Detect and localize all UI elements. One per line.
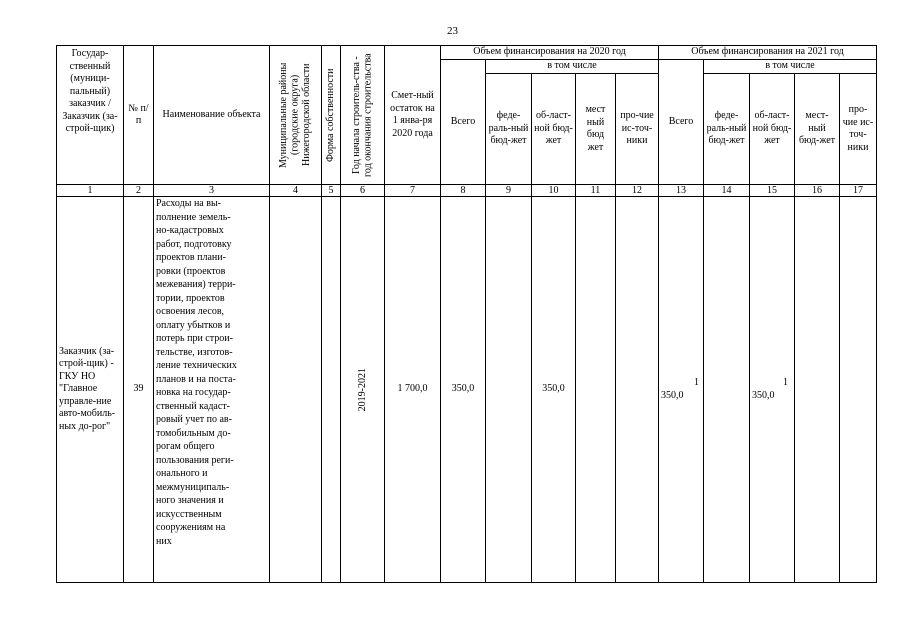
description-line: искусственным [156,508,222,520]
header-local-2021: мест-ный бюд-жет [795,74,840,185]
column-number: 14 [704,185,750,197]
header-customer: Государ-ственный (муници-пальный) заказчик /Заказчик (за-строй-щик) [57,46,124,185]
description-line: оплату убытков и [156,319,231,331]
column-number: 6 [341,185,385,197]
header-estimate: Смет-ный остаток на 1 янва-ря 2020 года [385,46,441,185]
column-number: 3 [154,185,270,197]
header-federal-2021: феде-раль-ный бюд-жет [704,74,750,185]
description-line: тельстве, изготов- [156,346,233,358]
row-federal-2021 [704,197,750,583]
header-index: № п/п [124,46,154,185]
column-number: 2 [124,185,154,197]
header-federal-2020: феде-раль-ный бюд-жет [486,74,532,185]
description-line: томобильным до- [156,427,231,439]
row-total-2020: 350,0 [441,197,486,583]
column-number: 5 [322,185,341,197]
description-line: планов и на поста- [156,373,236,385]
description-line: потерь при строи- [156,333,233,344]
description-line: межевания) терри- [156,279,236,290]
column-number: 17 [840,185,877,197]
description-line: рогам общего [156,441,215,452]
header-total-2021: Всего [659,60,704,185]
row-other-2021 [840,197,877,583]
row-local-2020 [576,197,616,583]
row-local-2021 [795,197,840,583]
header-ownership: Форма собственности [322,46,341,185]
description-line: ровый учет по ав- [156,414,232,425]
column-number: 7 [385,185,441,197]
header-fin-2021: Объем финансирования на 2021 год [659,46,877,60]
page-number: 23 [447,25,458,37]
description-line: но-кадастровых [156,225,224,236]
column-number: 9 [486,185,532,197]
row-ownership [322,197,341,583]
description-line: освоения лесов, [156,306,225,317]
description-line: тории, проектов [156,292,225,304]
row-description [154,197,270,583]
description-line: проектов плани- [156,252,226,263]
row-customer: Заказчик (за-строй-щик) - ГКУ НО "Главное управле-ние авто-мобиль-ных до-рог" [57,197,124,583]
column-number: 12 [616,185,659,197]
column-number: 15 [750,185,795,197]
column-number: 11 [576,185,616,197]
column-number: 8 [441,185,486,197]
description-line: работ, подготовку [156,238,232,250]
header-object-name: Наименование объекта [154,46,270,185]
column-number: 10 [532,185,576,197]
description-line: полнение земель- [156,211,231,223]
description-line: Расходы на вы- [156,198,222,209]
header-fin-2020: Объем финансирования на 2020 год [441,46,659,60]
header-other-2021: про-чие ис-точ-ники [840,74,877,185]
column-number: 13 [659,185,704,197]
row-total-2021: 1 350,0 [659,197,704,583]
financing-table [56,45,877,583]
description-line: онального и [156,468,208,479]
description-line: новка на государ- [156,387,231,398]
row-estimate: 1 700,0 [385,197,441,583]
row-municipal [270,197,322,583]
description-line: ление технических [156,360,237,371]
header-including-2021: в том числе [704,60,877,74]
description-line: межмуниципаль- [156,481,230,493]
row-federal-2020 [486,197,532,583]
description-line: них [156,535,172,547]
description-line: пользования реги- [156,454,234,466]
header-years: Год начала строитель-ства - год окончания строительства [341,46,385,185]
header-local-2020: мест ный бюд жет [576,74,616,185]
row-regional-2021: 1 350,0 [750,197,795,583]
column-number: 1 [57,185,124,197]
description-line: сооружениям на [156,522,226,533]
header-municipal: Муниципальные районы (городские округа) Нижегородской области [270,46,322,185]
description-line: ного значения и [156,495,224,506]
description-line: ственный кадаст- [156,400,230,412]
header-regional-2020: об-ласт-ной бюд-жет [532,74,576,185]
row-index: 39 [124,197,154,583]
description-line: ровки (проектов [156,265,226,277]
header-including-2020: в том числе [486,60,659,74]
row-years: 2019-2021 [341,197,385,583]
column-number: 16 [795,185,840,197]
column-number: 4 [270,185,322,197]
header-regional-2021: об-ласт-ной бюд-жет [750,74,795,185]
row-regional-2020: 350,0 [532,197,576,583]
row-other-2020 [616,197,659,583]
header-other-2020: про-чие ис-точ-ники [616,74,659,185]
header-total-2020: Всего [441,60,486,185]
